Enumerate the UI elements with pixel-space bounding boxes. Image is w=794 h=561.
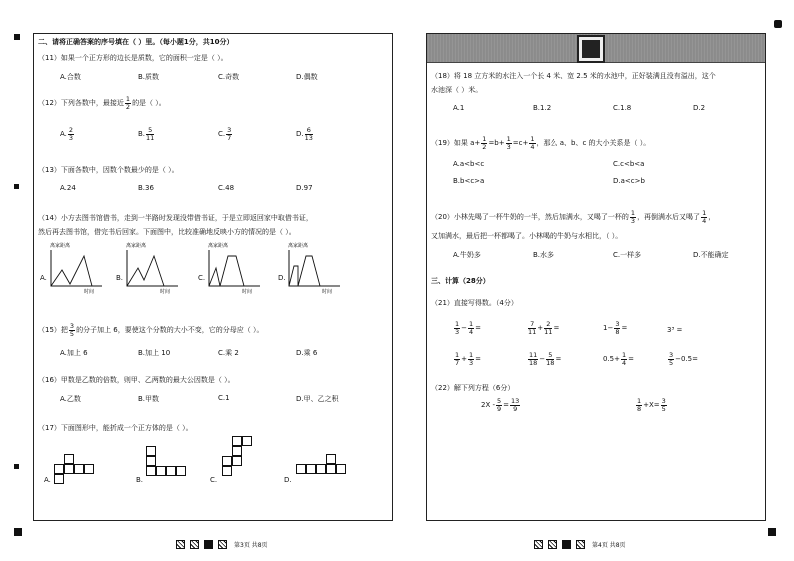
q11-option-c[interactable]: C.奇数 <box>218 73 240 81</box>
question-18-line-1: （18）将 18 立方米的水注入一个长 4 米、宽 2.5 米的水池中，正好装满且没有溢出，这个 <box>431 72 716 80</box>
question-17: （17）下面图形中，能折成一个正方体的是（ ）。 <box>38 424 193 432</box>
q19-option-d[interactable]: D.a<c>b <box>613 177 645 185</box>
registration-mark <box>774 20 782 28</box>
q20-option-c[interactable]: C.一样多 <box>613 251 642 259</box>
equation-1[interactable]: 2X - $\frac{5}{9}$ = $\frac{13}{9}$ <box>481 397 520 413</box>
exam-page-right <box>426 33 766 521</box>
q17-option-d-label[interactable]: D. <box>284 476 292 484</box>
q12-option-c[interactable]: C. $\frac{3}{7}$ <box>218 126 232 142</box>
calc-item[interactable]: $\frac{1}{3}$ − $\frac{1}{4}$ = <box>455 320 482 336</box>
q18-option-b[interactable]: B.1.2 <box>533 104 552 112</box>
question-22-title: （22）解下列方程（6分） <box>431 384 515 392</box>
header-marker <box>579 37 603 61</box>
section-3-title: 三、计算（28分） <box>431 277 490 285</box>
q14-option-a-label[interactable]: A. <box>40 274 47 282</box>
q20-option-a[interactable]: A.牛奶多 <box>453 251 481 259</box>
q14-graph-c[interactable]: 离家距离 时间 <box>206 246 262 286</box>
page-footer-left: 第3页 共8页 <box>176 540 268 549</box>
q20-option-d[interactable]: D.不能确定 <box>693 251 729 259</box>
registration-mark <box>14 34 20 40</box>
q12-option-a[interactable]: A. $\frac{2}{3}$ <box>60 126 74 142</box>
q20-option-b[interactable]: B.水多 <box>533 251 555 259</box>
q14-option-d-label[interactable]: D. <box>278 274 286 282</box>
question-11: （11）如果一个正方形的边长是质数，它的面积一定是（ ）。 <box>38 54 228 62</box>
q19-option-b[interactable]: B.b<c>a <box>453 177 485 185</box>
q17-option-a-label[interactable]: A. <box>44 476 51 484</box>
q17-option-c-label[interactable]: C. <box>210 476 218 484</box>
question-19: （19）如果 a+ $\frac{1}{2}$ =b+ $\frac{1}{3}$ =c+ $\frac{1}{4}$ ，那么 a、b、c 的大小关系是（ ）。 <box>431 135 651 151</box>
section-2-title: 二、请将正确答案的序号填在（ ）里。（每小题1分，共10分） <box>38 38 234 46</box>
q14-option-b-label[interactable]: B. <box>116 274 124 282</box>
question-13: （13）下面各数中，因数个数最少的是（ ）。 <box>38 166 179 174</box>
fraction: $\frac{3}{5}$ <box>69 322 75 338</box>
registration-mark <box>14 184 19 189</box>
q19-option-a[interactable]: A.a<b<c <box>453 160 485 168</box>
question-16: （16）甲数是乙数的倍数，则甲、乙两数的最大公因数是（ ）。 <box>38 376 235 384</box>
calc-item[interactable]: 0.5+ $\frac{1}{4}$ = <box>603 351 635 367</box>
header-band <box>427 34 765 63</box>
q11-option-a[interactable]: A.合数 <box>60 73 81 81</box>
question-21-title: （21）直接写得数。（4分） <box>431 299 518 307</box>
q13-option-a[interactable]: A.24 <box>60 184 76 192</box>
q18-option-d[interactable]: D.2 <box>693 104 706 112</box>
fraction: $\frac{1}{2}$ <box>125 95 131 111</box>
q16-option-d[interactable]: D.甲、乙之积 <box>296 395 339 403</box>
equation-2[interactable]: $\frac{1}{8}$ +X= $\frac{3}{5}$ <box>637 397 666 413</box>
q16-option-b[interactable]: B.甲数 <box>138 395 160 403</box>
calc-item[interactable]: $\frac{11}{18}$ − $\frac{5}{18}$ = <box>529 351 562 367</box>
q14-graph-a[interactable]: 离家距离 时间 <box>48 246 104 286</box>
q18-option-a[interactable]: A.1 <box>453 104 465 112</box>
page-footer-right: 第4页 共8页 <box>534 540 626 549</box>
q19-option-c[interactable]: C.c<b<a <box>613 160 645 168</box>
q15-option-c[interactable]: C.乘 2 <box>218 349 239 357</box>
q17-net-c[interactable] <box>222 436 262 486</box>
q17-net-b[interactable] <box>146 446 198 486</box>
q14-option-c-label[interactable]: C. <box>198 274 206 282</box>
q14-graph-d[interactable]: 离家距离 时间 <box>286 246 342 286</box>
registration-mark <box>14 464 19 469</box>
registration-mark <box>14 528 22 536</box>
question-12: （12）下列各数中，最接近 $\frac{1}{2}$ 的是（ ）。 <box>38 95 166 111</box>
q17-net-a[interactable] <box>54 454 106 486</box>
q15-option-d[interactable]: D.乘 6 <box>296 349 318 357</box>
question-14-line-1: （14）小方去图书馆借书，走到一半路时发现没带借书证，于是立即返回家中取借书证， <box>38 214 313 222</box>
q13-option-c[interactable]: C.48 <box>218 184 235 192</box>
q12-option-b[interactable]: B. $\frac{5}{11}$ <box>138 126 155 142</box>
registration-mark <box>768 528 776 536</box>
question-14-line-2: 然后再去图书馆，借完书后回家。下面图中，比较准确地反映小方的情况的是（ ）。 <box>38 228 296 236</box>
question-20-line-1: （20）小林先喝了一杯牛奶的一半，然后加满水，又喝了一杯的 $\frac{1}{3}$ ，再倒满水后又喝了 $\frac{1}{4}$ ， <box>431 209 716 225</box>
question-15: （15）把 $\frac{3}{5}$ 的分子加上 6，要使这个分数的大小不变，它的分母应（ ）。 <box>38 322 264 338</box>
question-20-line-2: 又加满水，最后把一杯都喝了。小林喝的牛奶与水相比，（ ）。 <box>431 232 623 240</box>
q16-option-c[interactable]: C.1 <box>218 394 230 402</box>
calc-item[interactable]: $\frac{7}{11}$ + $\frac{2}{11}$ = <box>528 320 560 336</box>
q14-graph-b[interactable]: 离家距离 时间 <box>124 246 180 286</box>
q13-option-b[interactable]: B.36 <box>138 184 154 192</box>
q17-net-d[interactable] <box>296 454 358 486</box>
exam-page-left <box>33 33 393 521</box>
q11-option-b[interactable]: B.质数 <box>138 73 160 81</box>
question-18-line-2: 水池深（ ）米。 <box>431 86 483 94</box>
calc-item[interactable]: 1− $\frac{3}{8}$ = <box>603 320 628 336</box>
calc-item[interactable]: $\frac{1}{7}$ + $\frac{1}{3}$ = <box>455 351 482 367</box>
calc-item[interactable]: $\frac{3}{5}$ −0.5= <box>669 351 699 367</box>
q12-option-d[interactable]: D. $\frac{6}{13}$ <box>296 126 313 142</box>
q16-option-a[interactable]: A.乙数 <box>60 395 81 403</box>
q13-option-d[interactable]: D.97 <box>296 184 313 192</box>
q15-option-b[interactable]: B.加上 10 <box>138 349 171 357</box>
calc-item[interactable]: 3³ = <box>667 326 683 334</box>
q17-option-b-label[interactable]: B. <box>136 476 144 484</box>
q15-option-a[interactable]: A.加上 6 <box>60 349 88 357</box>
q18-option-c[interactable]: C.1.8 <box>613 104 632 112</box>
q11-option-d[interactable]: D.偶数 <box>296 73 318 81</box>
